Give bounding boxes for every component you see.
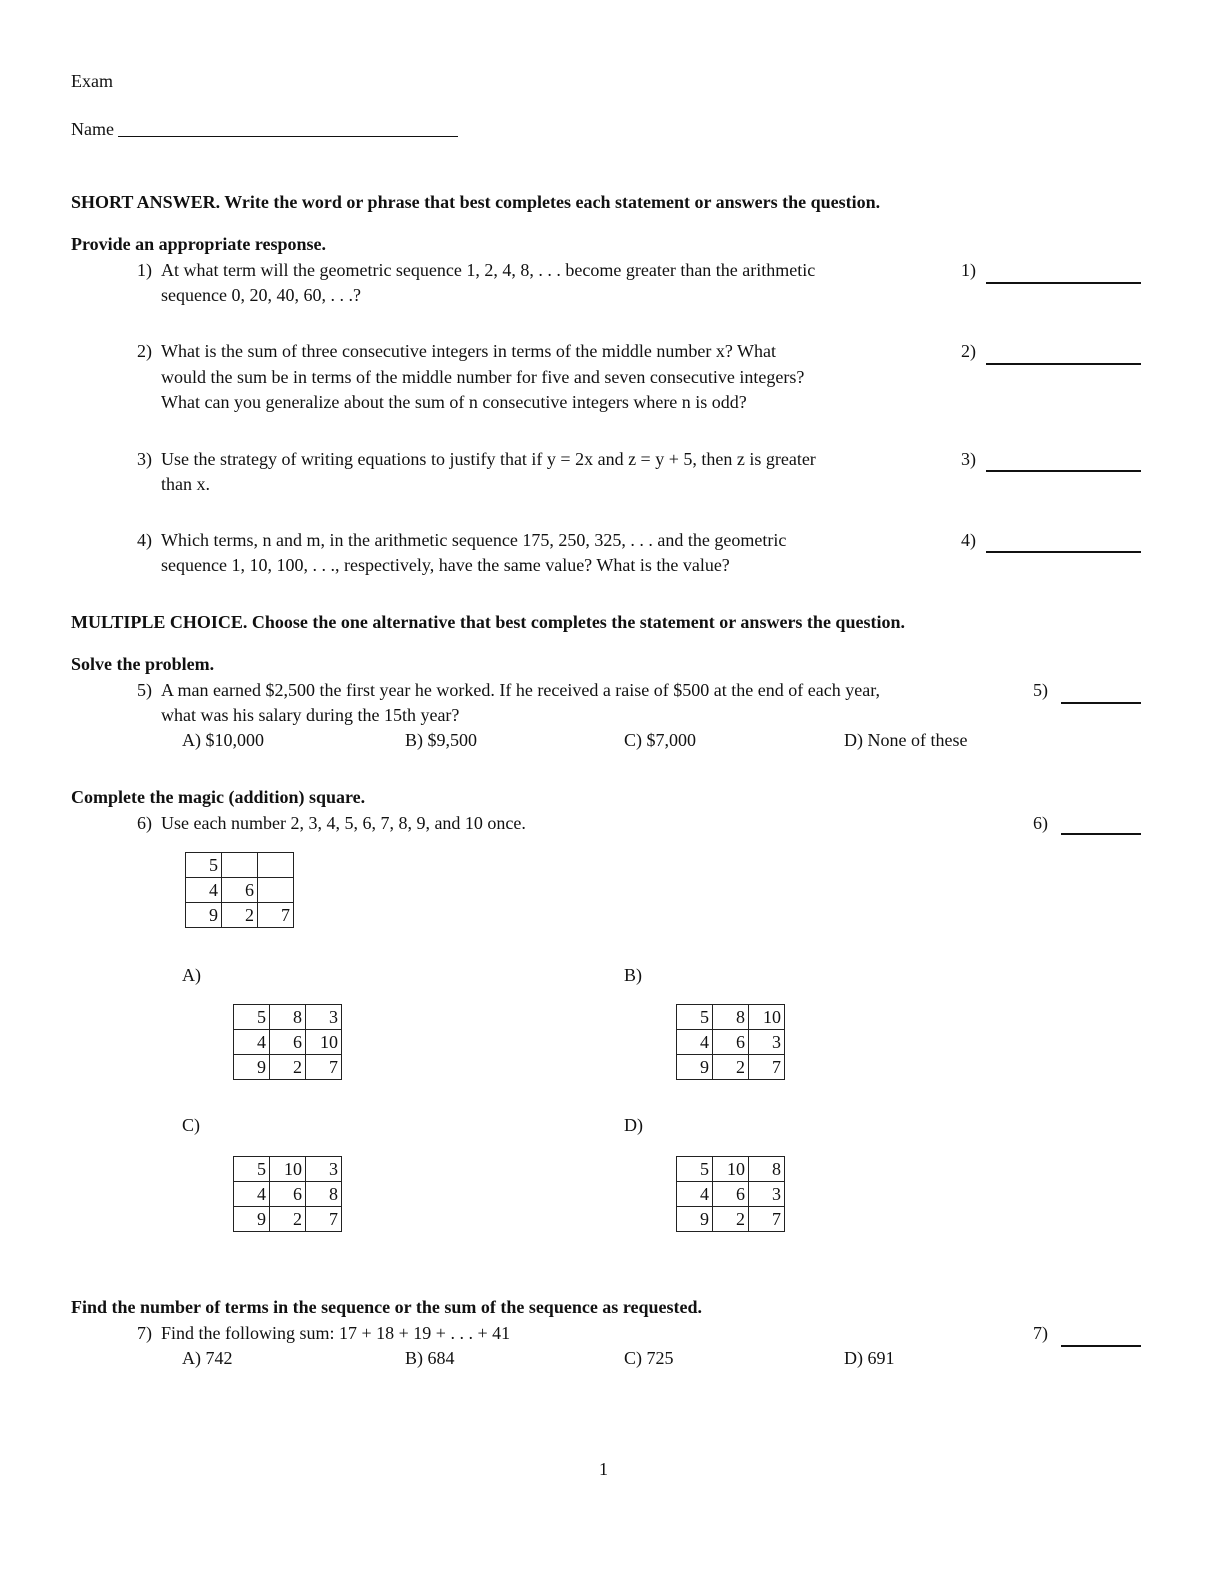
choice-a[interactable]: A) $10,000: [182, 730, 264, 750]
option-b-square: [676, 1004, 785, 1080]
square-cell: 7: [306, 1207, 342, 1232]
choice-d[interactable]: D) 691: [844, 1348, 895, 1368]
answer-label: 6): [1033, 813, 1048, 833]
question-line: At what term will the geometric sequence 1, 2, 4, 8, . . . become greater than the arithmetic: [161, 260, 816, 280]
choice-b[interactable]: B) $9,500: [405, 730, 477, 750]
section-heading: Find the number of terms in the sequence or the sum of the sequence as requested.: [71, 1297, 702, 1317]
square-cell: 7: [306, 1055, 342, 1080]
square-cell: 7: [749, 1207, 785, 1232]
answer-blank[interactable]: [986, 363, 1141, 365]
choice-a[interactable]: A): [182, 965, 201, 985]
name-label: Name: [71, 119, 114, 139]
choice-b[interactable]: B) 684: [405, 1348, 455, 1368]
answer-blank[interactable]: [1061, 833, 1141, 835]
square-cell: 6: [713, 1182, 749, 1207]
square-cell: 4: [234, 1030, 270, 1055]
option-c-square: [233, 1156, 342, 1232]
short-answer-heading: SHORT ANSWER. Write the word or phrase that best completes each statement or answers the question.: [71, 192, 881, 212]
square-cell: 5: [186, 853, 222, 878]
square-cell: 7: [749, 1055, 785, 1080]
exam-label: Exam: [71, 71, 113, 91]
question-line: sequence 0, 20, 40, 60, . . .?: [161, 285, 361, 305]
multiple-choice-heading: MULTIPLE CHOICE. Choose the one alternative that best completes the statement or answers the question.: [71, 612, 905, 632]
square-cell: 3: [749, 1030, 785, 1055]
name-field[interactable]: [118, 136, 458, 137]
choice-c[interactable]: C) $7,000: [624, 730, 696, 750]
square-cell: 8: [270, 1005, 306, 1030]
square-cell: 6: [222, 878, 258, 903]
question-line: would the sum be in terms of the middle number for five and seven consecutive integers?: [161, 367, 805, 387]
answer-label: 7): [1033, 1323, 1048, 1343]
answer-label: 1): [961, 260, 976, 280]
square-cell: 5: [677, 1005, 713, 1030]
square-cell: 2: [270, 1055, 306, 1080]
square-cell: 2: [222, 903, 258, 928]
square-cell: 5: [234, 1157, 270, 1182]
choice-a[interactable]: A) 742: [182, 1348, 233, 1368]
square-cell: 2: [713, 1055, 749, 1080]
choice-c[interactable]: C): [182, 1115, 200, 1135]
question-number: 5): [137, 680, 152, 700]
given-magic-square: [185, 852, 294, 928]
answer-label: 2): [961, 341, 976, 361]
question-number: 6): [137, 813, 152, 833]
section-heading: Complete the magic (addition) square.: [71, 787, 366, 807]
square-cell: 4: [677, 1030, 713, 1055]
page-number: 1: [599, 1459, 608, 1479]
square-cell: 9: [234, 1055, 270, 1080]
square-cell: 5: [677, 1157, 713, 1182]
choice-c[interactable]: C) 725: [624, 1348, 674, 1368]
answer-blank[interactable]: [986, 470, 1141, 472]
square-cell: 10: [749, 1005, 785, 1030]
question-number: 4): [137, 530, 152, 550]
answer-blank[interactable]: [1061, 1345, 1141, 1347]
square-cell: 5: [234, 1005, 270, 1030]
square-cell: [222, 853, 258, 878]
square-cell: 9: [186, 903, 222, 928]
square-cell: 6: [713, 1030, 749, 1055]
square-cell: 3: [306, 1157, 342, 1182]
question-line: than x.: [161, 474, 210, 494]
square-cell: 3: [749, 1182, 785, 1207]
question-line: what was his salary during the 15th year?: [161, 705, 460, 725]
option-d-square: [676, 1156, 785, 1232]
question-line: A man earned $2,500 the first year he worked. If he received a raise of $500 at the end of each year,: [161, 680, 880, 700]
question-number: 3): [137, 449, 152, 469]
answer-label: 4): [961, 530, 976, 550]
provide-response-heading: Provide an appropriate response.: [71, 234, 327, 254]
question-number: 1): [137, 260, 152, 280]
question-number: 2): [137, 341, 152, 361]
square-cell: 6: [270, 1182, 306, 1207]
square-cell: 9: [677, 1207, 713, 1232]
square-cell: 4: [186, 878, 222, 903]
square-cell: 2: [270, 1207, 306, 1232]
choice-d[interactable]: D) None of these: [844, 730, 968, 750]
question-line: Use each number 2, 3, 4, 5, 6, 7, 8, 9, and 10 once.: [161, 813, 526, 833]
question-line: What can you generalize about the sum of n consecutive integers where n is odd?: [161, 392, 747, 412]
square-cell: 8: [306, 1182, 342, 1207]
question-line: Use the strategy of writing equations to justify that if y = 2x and z = y + 5, then z is greater: [161, 449, 816, 469]
option-a-square: [233, 1004, 342, 1080]
choice-b[interactable]: B): [624, 965, 642, 985]
square-cell: 7: [258, 903, 294, 928]
square-cell: 2: [713, 1207, 749, 1232]
section-heading: Solve the problem.: [71, 654, 215, 674]
answer-label: 5): [1033, 680, 1048, 700]
square-cell: 4: [677, 1182, 713, 1207]
question-line: Find the following sum: 17 + 18 + 19 + . . . + 41: [161, 1323, 511, 1343]
question-line: sequence 1, 10, 100, . . ., respectively, have the same value? What is the value?: [161, 555, 730, 575]
square-cell: 8: [713, 1005, 749, 1030]
square-cell: 9: [234, 1207, 270, 1232]
square-cell: 9: [677, 1055, 713, 1080]
answer-blank[interactable]: [1061, 702, 1141, 704]
square-cell: 3: [306, 1005, 342, 1030]
answer-blank[interactable]: [986, 551, 1141, 553]
square-cell: [258, 853, 294, 878]
square-cell: 10: [306, 1030, 342, 1055]
square-cell: 8: [749, 1157, 785, 1182]
answer-blank[interactable]: [986, 282, 1141, 284]
question-line: What is the sum of three consecutive integers in terms of the middle number x? What: [161, 341, 776, 361]
square-cell: 4: [234, 1182, 270, 1207]
choice-d[interactable]: D): [624, 1115, 643, 1135]
square-cell: 10: [713, 1157, 749, 1182]
square-cell: 6: [270, 1030, 306, 1055]
square-cell: 10: [270, 1157, 306, 1182]
square-cell: [258, 878, 294, 903]
answer-label: 3): [961, 449, 976, 469]
question-line: Which terms, n and m, in the arithmetic sequence 175, 250, 325, . . . and the geometric: [161, 530, 787, 550]
question-number: 7): [137, 1323, 152, 1343]
